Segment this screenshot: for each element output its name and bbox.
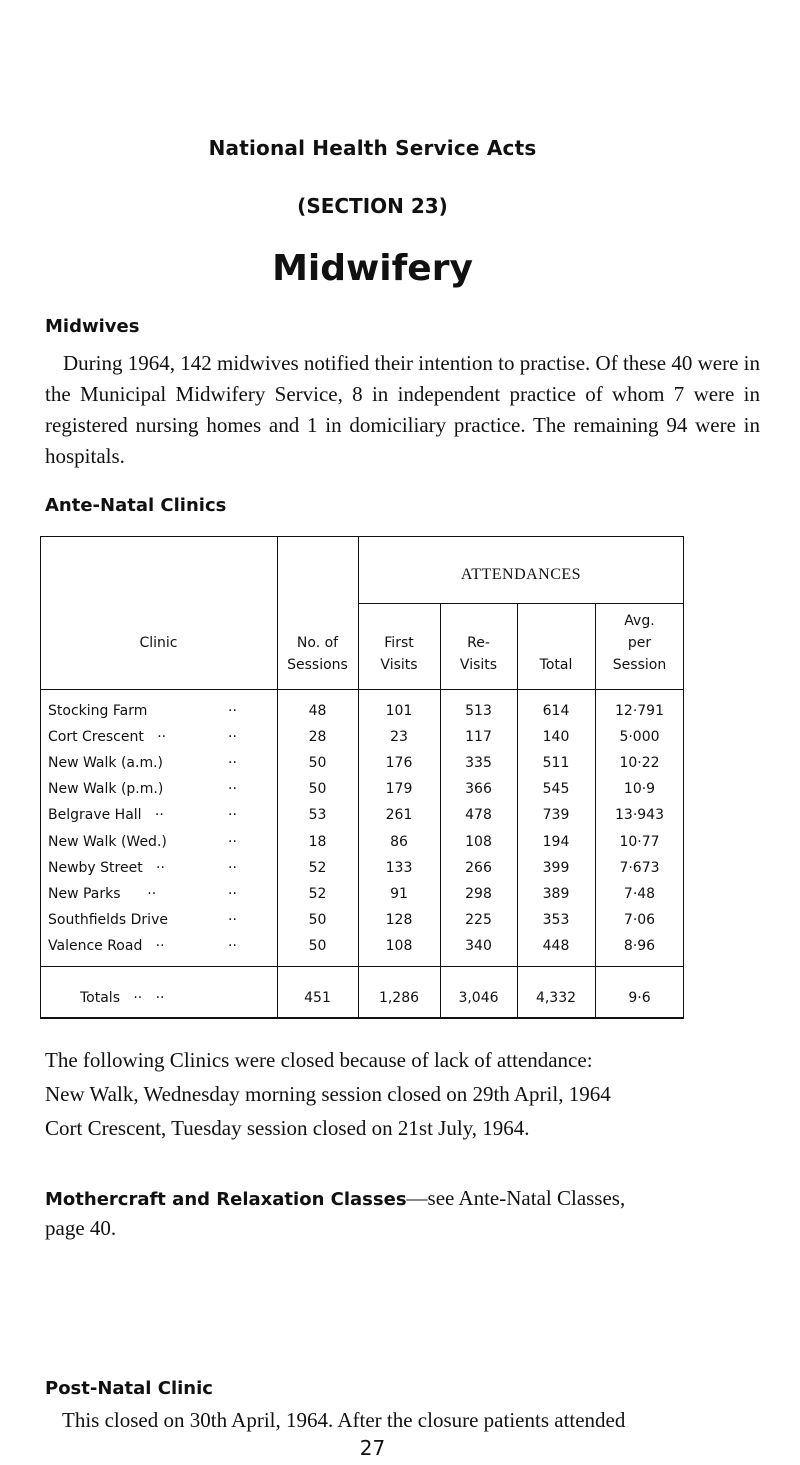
leader-dots: ·· — [228, 859, 237, 876]
leader-dots: ·· — [228, 729, 237, 746]
sessions-cell: 50 — [308, 911, 327, 928]
table-row — [40, 778, 684, 800]
first-cell: 101 — [385, 703, 413, 719]
revisits-cell: 366 — [465, 781, 492, 798]
totals-sessions: 451 — [304, 990, 331, 1006]
totals-revisits: 3,046 — [458, 990, 499, 1006]
sessions-cell: 28 — [308, 729, 327, 746]
first-cell: 261 — [385, 807, 413, 824]
first-visits-header — [358, 632, 440, 676]
avg-cell: 13·943 — [615, 807, 664, 824]
total-cell: 389 — [542, 885, 570, 902]
attendances-header: ATTENDANCES — [460, 566, 582, 583]
sessions-cell: 50 — [308, 781, 327, 798]
avg-cell: 7·06 — [623, 911, 656, 928]
table-row — [40, 857, 684, 879]
avg-cell: 7·48 — [623, 885, 656, 902]
revisits-cell: 266 — [465, 859, 492, 876]
table-top-border — [40, 536, 684, 537]
first-cell: 128 — [385, 911, 413, 928]
total-cell: 614 — [542, 703, 570, 719]
revisits-header-line1: Re- — [467, 635, 490, 651]
total-header: Total — [539, 657, 573, 673]
revisits-header-line2: Visits — [459, 657, 498, 673]
header-underline — [40, 689, 684, 690]
revisits-cell: 513 — [465, 703, 492, 719]
total-cell: 399 — [542, 859, 570, 876]
sessions-cell: 50 — [308, 937, 327, 954]
total-cell: 140 — [542, 729, 570, 746]
totals-label: Totals ·· ·· — [80, 990, 165, 1006]
first-cell: 86 — [390, 833, 408, 850]
first-cell: 176 — [385, 755, 413, 772]
sessions-cell: 52 — [308, 859, 327, 876]
revisits-cell: 298 — [465, 885, 492, 902]
table-row — [40, 935, 684, 957]
first-header-line2: Visits — [380, 657, 418, 673]
leader-dots: ·· — [228, 703, 237, 719]
revisits-cell: 117 — [465, 729, 492, 746]
revisits-cell: 340 — [465, 937, 492, 954]
midwives-text: During 1964, 142 midwives notified their intention to practise. Of these 40 were in the Municipal Midwifery Service, 8 in independent practice of whom 7 were in registered nursing homes and 1 in domiciliary practice. The remaining 94 were in hospitals. — [45, 351, 760, 468]
table-row — [40, 909, 684, 931]
clinic-name: New Parks ·· — [48, 885, 157, 902]
sessions-header — [277, 632, 358, 676]
avg-cell: 10·77 — [619, 833, 660, 850]
total-cell: 545 — [542, 781, 570, 798]
revisits-header — [440, 632, 517, 676]
first-header-line1: First — [384, 635, 414, 651]
antenatal-heading: Ante-Natal Clinics — [45, 495, 227, 516]
total-cell: 353 — [542, 911, 570, 928]
mothercraft-text: —see Ante-Natal Classes, — [406, 1186, 626, 1210]
sessions-header-line1: No. of — [296, 635, 339, 651]
table-row — [40, 831, 684, 853]
postnatal-text: This closed on 30th April, 1964. After the closure patients attended — [62, 1408, 626, 1432]
sessions-cell: 52 — [308, 885, 327, 902]
section-heading: (SECTION 23) — [297, 194, 448, 218]
avg-header — [595, 610, 684, 676]
antenatal-table — [40, 536, 684, 1018]
total-cell: 739 — [542, 807, 570, 824]
avg-header-line3: Session — [612, 657, 667, 673]
revisits-cell: 478 — [465, 807, 492, 824]
first-cell: 108 — [385, 937, 413, 954]
clinic-name: New Walk (Wed.) — [48, 833, 167, 850]
table-row — [40, 726, 684, 748]
page-number: 27 — [359, 1436, 386, 1460]
first-cell: 133 — [385, 859, 413, 876]
clinic-header: Clinic — [139, 635, 178, 651]
midwives-paragraph — [45, 348, 760, 472]
closed-line-3: Cort Crescent, Tuesday session closed on 21st July, 1964. — [45, 1116, 530, 1140]
leader-dots: ·· — [228, 911, 237, 928]
avg-header-line2: per — [627, 635, 652, 651]
page-title: Midwifery — [272, 248, 473, 289]
mothercraft-text-2: page 40. — [45, 1216, 117, 1240]
midwives-heading: Midwives — [45, 316, 140, 337]
sessions-cell: 50 — [308, 755, 327, 772]
table-row — [40, 804, 684, 826]
total-cell: 511 — [542, 755, 570, 772]
leader-dots: ·· — [228, 807, 237, 824]
totals-overline — [40, 966, 684, 967]
mothercraft-heading: Mothercraft and Relaxation Classes — [45, 1189, 407, 1210]
clinic-name: Stocking Farm — [48, 703, 148, 719]
avg-cell: 8·96 — [623, 937, 656, 954]
first-cell: 91 — [390, 885, 408, 902]
table-row — [40, 700, 684, 722]
totals-first: 1,286 — [378, 990, 420, 1006]
table-row — [40, 883, 684, 905]
revisits-cell: 225 — [465, 911, 492, 928]
avg-cell: 10·22 — [619, 755, 660, 772]
avg-cell: 12·791 — [615, 703, 664, 719]
leader-dots: ·· — [228, 833, 237, 850]
table-row — [40, 752, 684, 774]
avg-cell: 7·673 — [619, 859, 660, 876]
avg-header-line1: Avg. — [624, 613, 655, 629]
closed-line-2: New Walk, Wednesday morning session closed on 29th April, 1964 — [45, 1082, 611, 1106]
clinic-name: Newby Street ·· — [48, 859, 165, 876]
totals-total: 4,332 — [535, 990, 577, 1006]
total-cell: 194 — [542, 833, 570, 850]
clinic-name: Belgrave Hall ·· — [48, 807, 164, 824]
first-cell: 23 — [390, 729, 408, 746]
clinic-name: Southfields Drive — [48, 911, 168, 928]
clinic-name: Cort Crescent ·· — [48, 729, 167, 746]
revisits-cell: 108 — [465, 833, 492, 850]
total-cell: 448 — [542, 937, 570, 954]
totals-row — [40, 987, 684, 1009]
avg-cell: 10·9 — [623, 781, 656, 798]
act-heading: National Health Service Acts — [208, 136, 537, 160]
leader-dots: ·· — [228, 755, 237, 772]
sessions-cell: 18 — [308, 833, 327, 850]
sessions-header-line2: Sessions — [287, 657, 348, 673]
clinic-name: New Walk (a.m.) — [48, 755, 164, 772]
avg-cell: 5·000 — [619, 729, 660, 746]
leader-dots: ·· — [228, 937, 237, 954]
leader-dots: ·· — [228, 781, 237, 798]
clinic-name: Valence Road ·· — [48, 937, 165, 954]
clinic-name: New Walk (p.m.) — [48, 781, 164, 798]
revisits-cell: 335 — [465, 755, 492, 772]
sessions-cell: 48 — [308, 703, 327, 719]
first-cell: 179 — [385, 781, 413, 798]
table-bottom-border — [40, 1017, 684, 1019]
sessions-cell: 53 — [308, 807, 327, 824]
attendances-underline — [358, 603, 684, 604]
closed-line-1: The following Clinics were closed because of lack of attendance: — [45, 1048, 593, 1072]
postnatal-heading: Post-Natal Clinic — [45, 1378, 213, 1399]
totals-avg: 9·6 — [628, 990, 651, 1006]
leader-dots: ·· — [228, 885, 237, 902]
